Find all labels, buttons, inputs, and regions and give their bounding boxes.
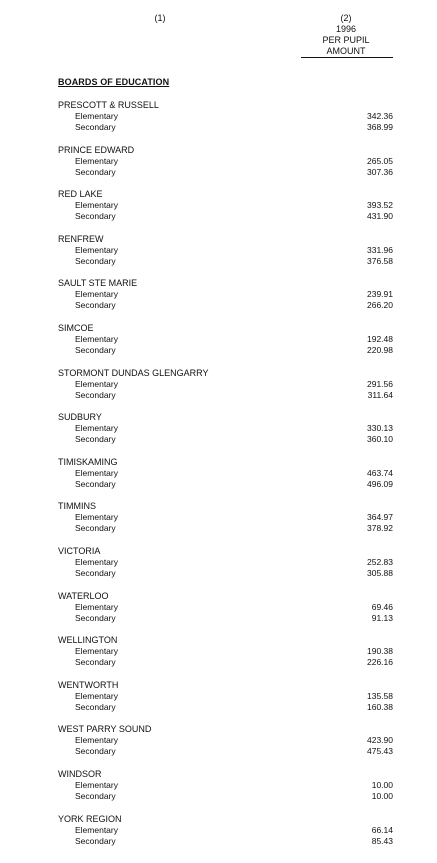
board-entry (58, 100, 393, 145)
board-entry (58, 501, 393, 546)
amount-row (58, 646, 393, 657)
school-level-label: Secondary (75, 255, 116, 266)
school-level-label: Elementary (75, 735, 118, 746)
per-pupil-amount: 91.13 (371, 612, 393, 623)
school-level-label: Secondary (75, 790, 116, 801)
column-1-header: (1) (154, 13, 166, 23)
column-2-header (300, 13, 392, 57)
per-pupil-amount: 330.13 (367, 423, 393, 434)
school-level-label: Elementary (75, 244, 118, 255)
board-entry (58, 591, 393, 636)
board-entry (58, 412, 393, 457)
per-pupil-amount: 220.98 (367, 344, 393, 355)
amount-row (58, 434, 393, 445)
amount-row (58, 735, 393, 746)
board-entry (58, 234, 393, 279)
board-name: WEST PARRY SOUND (58, 724, 152, 735)
board-entry (58, 546, 393, 591)
board-name: RED LAKE (58, 189, 103, 200)
board-name: SIMCOE (58, 322, 94, 333)
amount-row (58, 836, 393, 847)
per-pupil-amount: 368.99 (367, 122, 393, 132)
board-name: WINDSOR (58, 768, 102, 779)
per-pupil-amount: 291.56 (367, 378, 393, 389)
per-pupil-amount: 423.90 (367, 735, 393, 746)
amount-row (58, 602, 393, 613)
per-pupil-amount: 265.05 (367, 155, 393, 166)
per-pupil-amount: 252.83 (367, 556, 393, 567)
board-entry (58, 635, 393, 680)
board-name: TIMISKAMING (58, 456, 118, 467)
per-pupil-amount: 342.36 (367, 111, 393, 121)
amount-row (58, 791, 393, 802)
boards-list (58, 100, 393, 858)
amount-row (58, 167, 393, 178)
amount-row (58, 256, 393, 267)
school-level-label: Secondary (75, 122, 116, 132)
school-level-label: Elementary (75, 824, 118, 835)
per-pupil-amount: 431.90 (367, 211, 393, 222)
school-level-label: Elementary (75, 423, 118, 434)
per-pupil-amount: 239.91 (367, 289, 393, 300)
board-entry (58, 724, 393, 769)
per-pupil-amount: 364.97 (367, 512, 393, 523)
per-pupil-amount: 311.64 (367, 389, 393, 400)
per-pupil-amount: 160.38 (367, 701, 393, 712)
board-entry (58, 814, 393, 859)
amount-row (58, 289, 393, 300)
school-level-label: Elementary (75, 378, 118, 389)
school-level-label: Elementary (75, 690, 118, 701)
amount-row (58, 479, 393, 490)
per-pupil-amount: 66.14 (371, 824, 393, 835)
per-pupil-amount: 393.52 (367, 200, 393, 211)
school-level-label: Secondary (75, 523, 116, 534)
board-entry (58, 323, 393, 368)
board-entry (58, 457, 393, 502)
amount-row (58, 423, 393, 434)
board-name: SAULT STE MARIE (58, 278, 138, 289)
board-entry (58, 368, 393, 413)
column-2-header-line: (2) (340, 13, 352, 23)
amount-row (58, 512, 393, 523)
amount-row (58, 557, 393, 568)
amount-row (58, 702, 393, 713)
amount-row (58, 468, 393, 479)
school-level-label: Elementary (75, 467, 118, 478)
amount-row (58, 613, 393, 624)
column-2-header-line: PER PUPIL (322, 35, 370, 45)
school-level-label: Elementary (75, 155, 118, 166)
school-level-label: Elementary (75, 601, 118, 612)
school-level-label: Elementary (75, 512, 118, 523)
section-title: BOARDS OF EDUCATION (58, 77, 170, 87)
per-pupil-amount: 190.38 (367, 646, 393, 657)
school-level-label: Secondary (75, 211, 116, 222)
per-pupil-amount: 307.36 (367, 166, 393, 177)
per-pupil-amount: 226.16 (367, 657, 393, 668)
amount-row (58, 780, 393, 791)
amount-row (58, 156, 393, 167)
board-name: WENTWORTH (58, 679, 119, 690)
school-level-label: Elementary (75, 779, 118, 790)
board-entry (58, 145, 393, 190)
school-level-label: Secondary (75, 166, 116, 177)
per-pupil-amount: 10.00 (371, 790, 393, 801)
school-level-label: Secondary (75, 746, 116, 757)
amount-row (58, 245, 393, 256)
per-pupil-amount: 135.58 (367, 690, 393, 701)
school-level-label: Elementary (75, 646, 118, 657)
per-pupil-amount: 378.92 (367, 523, 393, 534)
amount-row (58, 379, 393, 390)
school-level-label: Secondary (75, 300, 116, 311)
school-level-label: Secondary (75, 612, 116, 623)
per-pupil-amount: 475.43 (367, 746, 393, 757)
school-level-label: Elementary (75, 111, 118, 121)
board-name: WATERLOO (58, 590, 109, 601)
board-name: STORMONT DUNDAS GLENGARRY (58, 367, 209, 378)
board-name: PRINCE EDWARD (58, 144, 135, 155)
board-name: PRESCOTT & RUSSELL (58, 100, 159, 110)
board-name: RENFREW (58, 233, 104, 244)
column-2-header-line: AMOUNT (326, 46, 366, 56)
per-pupil-amount: 376.58 (367, 255, 393, 266)
board-entry (58, 769, 393, 814)
board-entry (58, 680, 393, 725)
school-level-label: Secondary (75, 478, 116, 489)
per-pupil-amount: 331.96 (367, 244, 393, 255)
amount-row (58, 746, 393, 757)
amount-row (58, 568, 393, 579)
board-entry (58, 189, 393, 234)
amount-row (58, 334, 393, 345)
per-pupil-amount: 69.46 (371, 601, 393, 612)
column-2-header-line: 1996 (335, 24, 357, 34)
column-2-underline (301, 57, 393, 58)
amount-row (58, 200, 393, 211)
amount-row (58, 211, 393, 222)
amount-row (58, 111, 393, 122)
board-name: YORK REGION (58, 813, 122, 824)
school-level-label: Elementary (75, 289, 118, 300)
school-level-label: Secondary (75, 701, 116, 712)
amount-row (58, 691, 393, 702)
per-pupil-amount: 463.74 (367, 467, 393, 478)
school-level-label: Elementary (75, 556, 118, 567)
school-level-label: Elementary (75, 333, 118, 344)
per-pupil-amount: 192.48 (367, 333, 393, 344)
per-pupil-amount: 10.00 (371, 779, 393, 790)
per-pupil-amount: 496.09 (367, 478, 393, 489)
school-level-label: Secondary (75, 389, 116, 400)
board-name: TIMMINS (58, 501, 96, 512)
board-name: WELLINGTON (58, 635, 118, 646)
board-entry (58, 278, 393, 323)
school-level-label: Secondary (75, 835, 116, 846)
amount-row (58, 657, 393, 668)
per-pupil-amount: 360.10 (367, 434, 393, 445)
school-level-label: Secondary (75, 434, 116, 445)
amount-row (58, 345, 393, 356)
board-name: VICTORIA (58, 545, 101, 556)
per-pupil-amount: 305.88 (367, 567, 393, 578)
per-pupil-amount: 85.43 (371, 835, 393, 846)
amount-row (58, 825, 393, 836)
school-level-label: Secondary (75, 344, 116, 355)
per-pupil-amount: 266.20 (367, 300, 393, 311)
amount-row (58, 122, 393, 133)
board-name: SUDBURY (58, 412, 102, 423)
amount-row (58, 300, 393, 311)
school-level-label: Secondary (75, 657, 116, 668)
school-level-label: Elementary (75, 200, 118, 211)
amount-row (58, 390, 393, 401)
school-level-label: Secondary (75, 567, 116, 578)
amount-row (58, 523, 393, 534)
